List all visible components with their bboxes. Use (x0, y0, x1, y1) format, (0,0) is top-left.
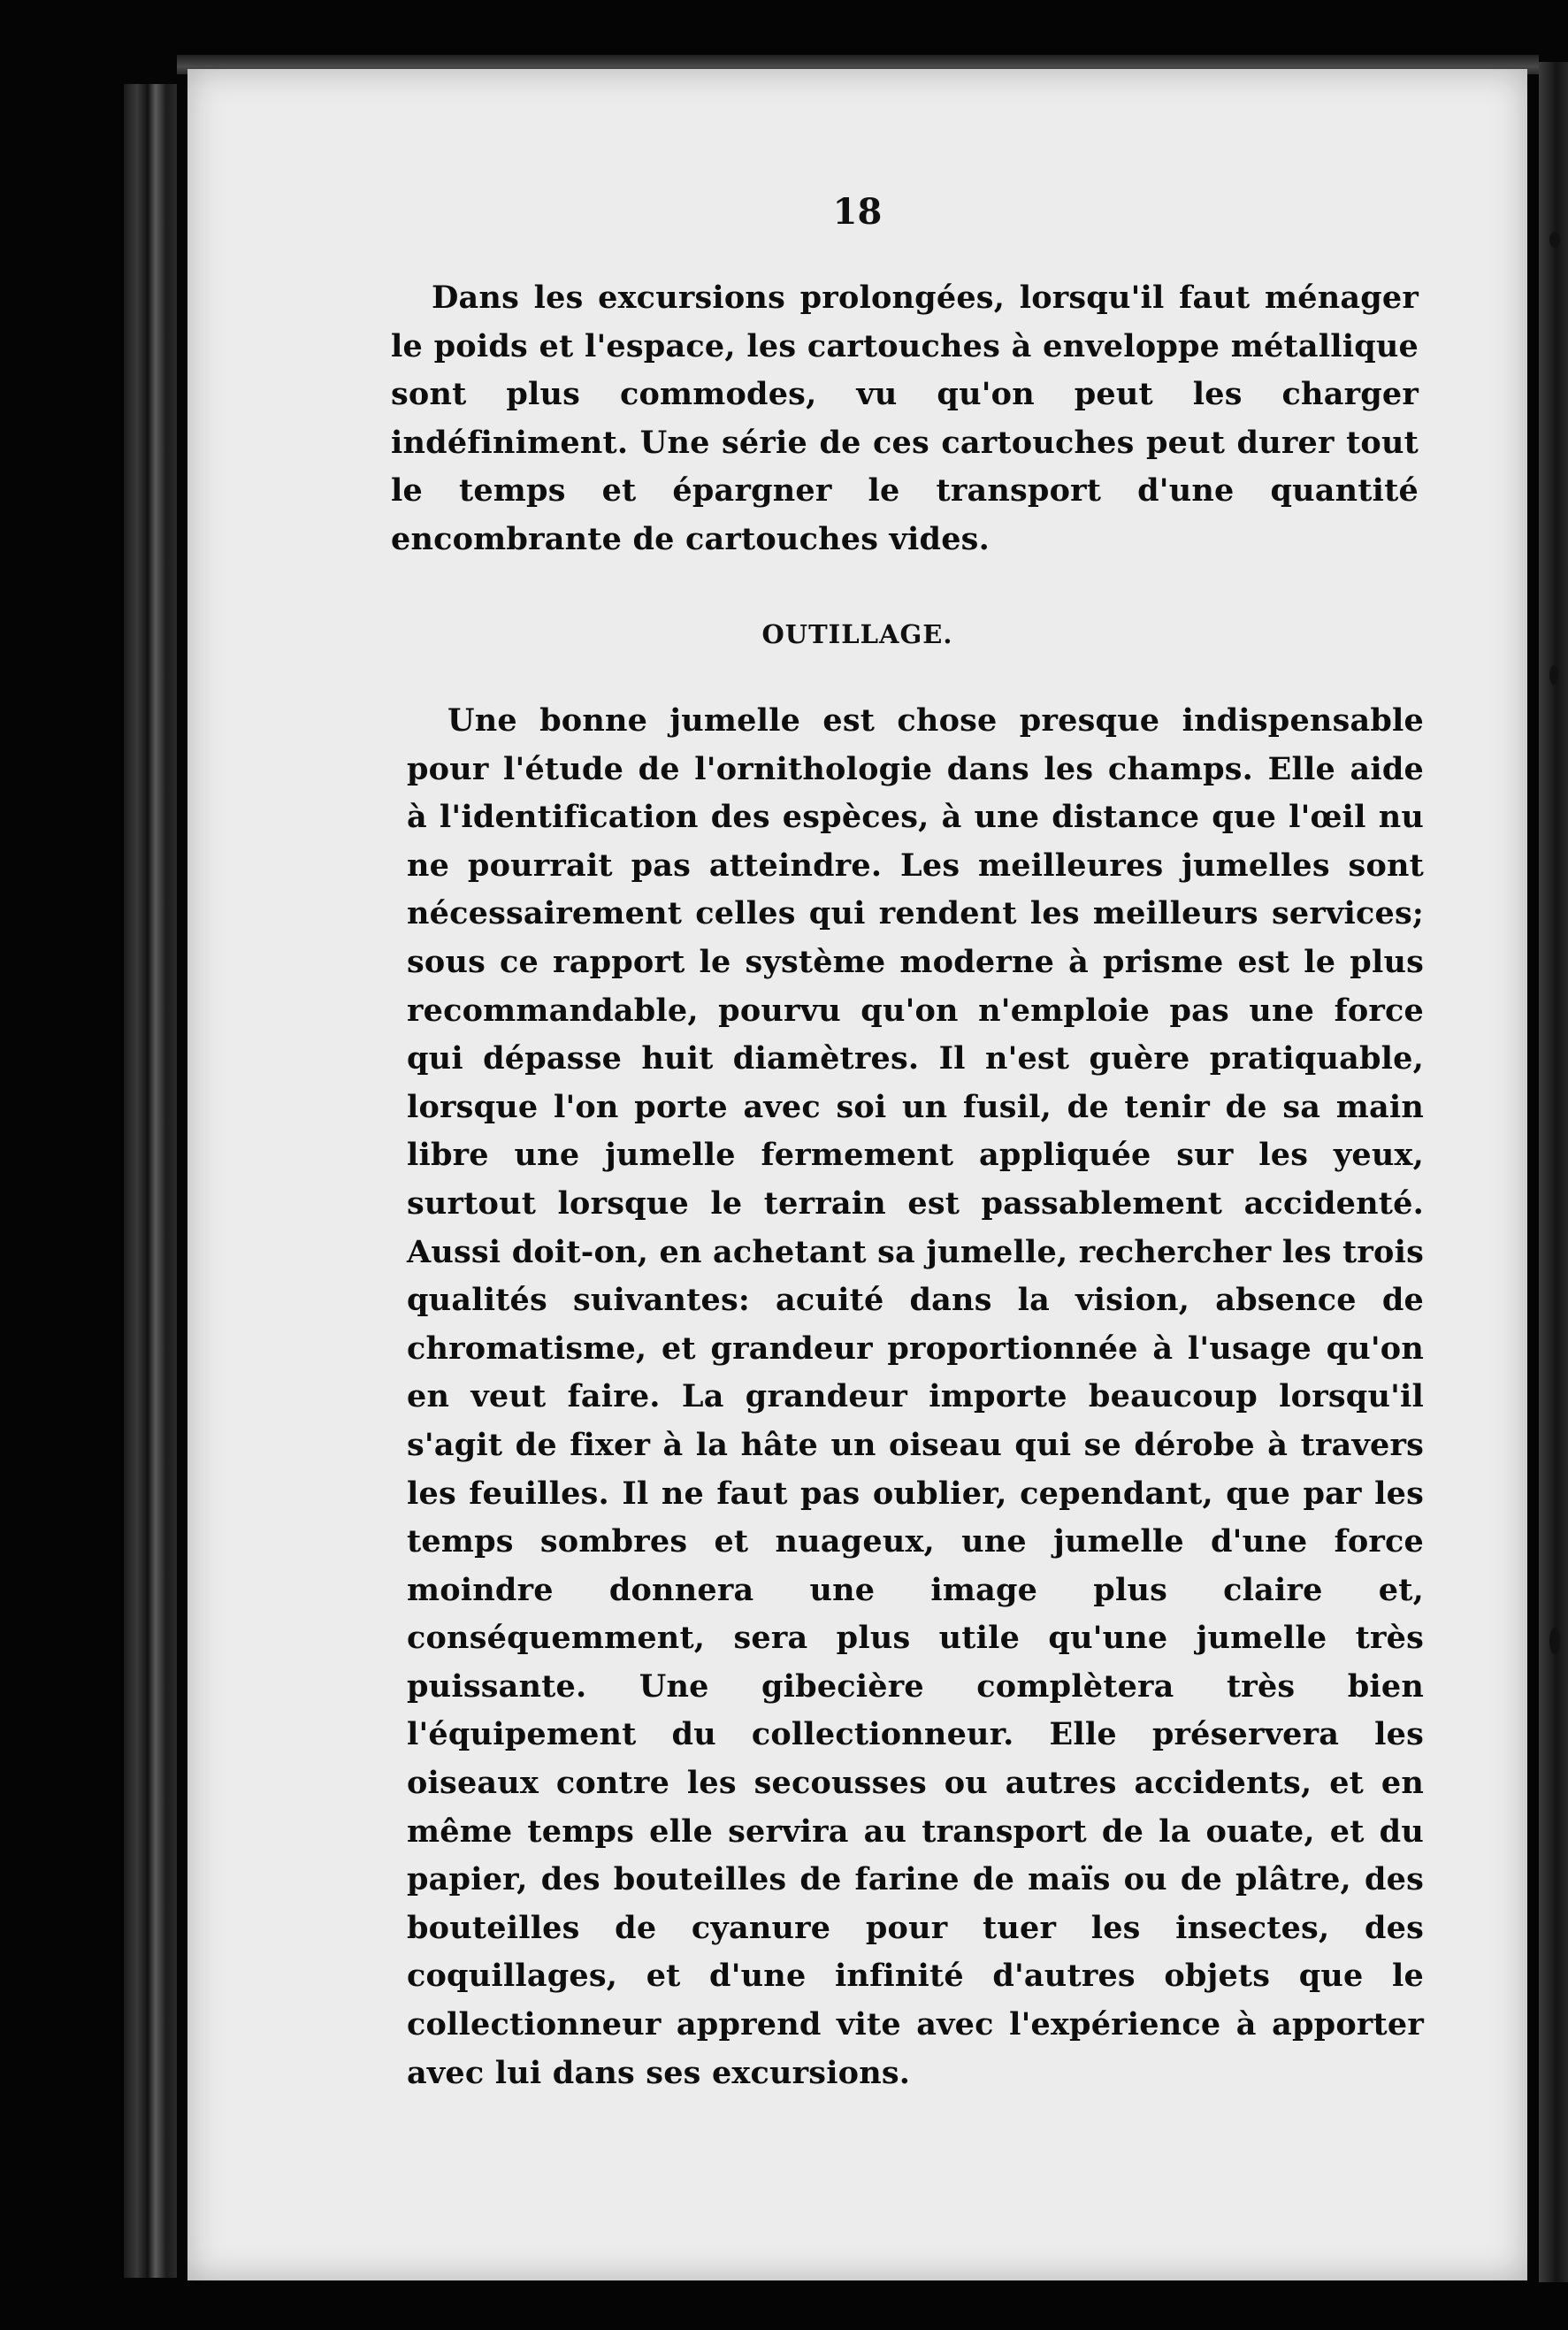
scan-speck (1549, 1628, 1560, 1654)
paragraph-outillage: Une bonne jumelle est chose presque indispensable pour l'étude de l'ornithologie dans les champs. Elle aide à l'identification des espèces, à une distance que l'œil nu ne pourrait pas atteindre. Les meilleures jumelles sont nécessairement celles qui rendent les meilleurs services; sous ce rapport le système moderne à prisme est le plus recommandable, pourvu qu'on n'emploie pas une force qui dépasse huit diamètres. Il n'est guère pratiquable, lorsque l'on porte avec soi un fusil, de tenir de sa main libre une jumelle fermement appliquée sur les yeux, surtout lorsque le terrain est passablement accidenté. Aussi doit-on, en achetant sa jumelle, rechercher les trois qualités suivantes: acuité dans la vision, absence de chromatisme, et grandeur proportionnée à l'usage qu'on en veut faire. La grandeur importe beaucoup lorsqu'il s'agit de fixer à la hâte un oiseau qui se dérobe à travers les feuilles. Il ne faut pas oublier, cependant, que par les temps sombres et nuageux, une jumelle d'une force moindre donnera une image plus claire et, conséquemment, sera plus utile qu'une jumelle très puissante. Une gibecière complètera très bien l'équipement du collectionneur. Elle préservera les oiseaux contre les secousses ou autres accidents, et en même temps elle servira au transport de la ouate, et du papier, des bouteilles de farine de maïs ou de plâtre, des bouteilles de cyanure pour tuer les insectes, des coquillages, et d'une infinité d'autres objets que le collectionneur apprend vite avec l'expérience à apporter avec lui dans ses excursions. (407, 702, 1424, 2091)
paragraph-cartouches: Dans les excursions prolongées, lorsqu'il faut ménager le poids et l'espace, les cartouches à enveloppe métallique sont plus commodes, vu qu'on peut les charger indéfiniment. Une série de ces cartouches peut durer tout le temps et épargner le transport d'une quantité encombrante de cartouches vides. (391, 280, 1419, 557)
scan-speck (1549, 665, 1558, 685)
scan-speck (1549, 232, 1560, 248)
book-left-edge (124, 84, 177, 2278)
book-right-edge (1539, 62, 1568, 2282)
page-number: 18 (832, 191, 883, 233)
scanned-page (187, 69, 1527, 2280)
section-heading: OUTILLAGE. (761, 619, 953, 649)
